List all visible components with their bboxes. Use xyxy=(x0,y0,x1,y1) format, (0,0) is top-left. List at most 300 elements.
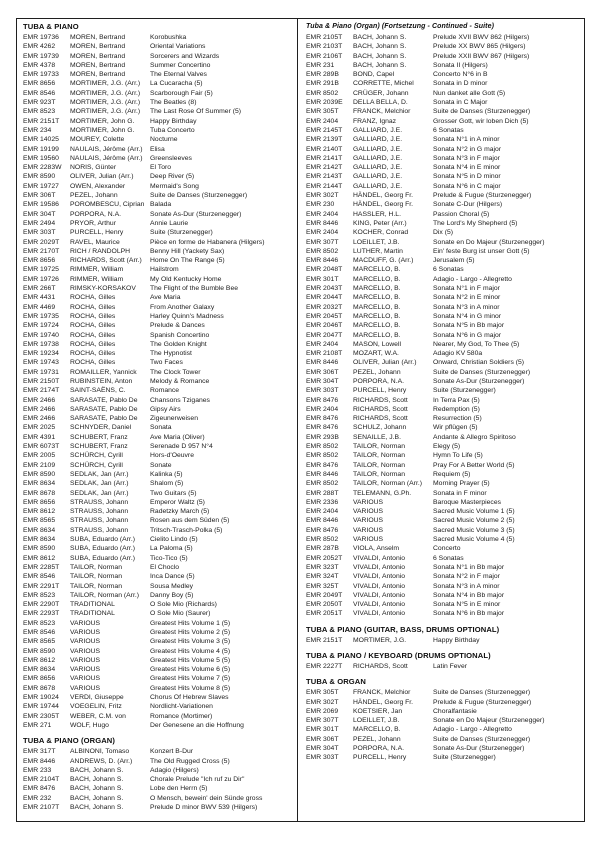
catalog-number: EMR 2283W xyxy=(23,164,62,172)
composer: BACH, Johann S. xyxy=(70,776,124,784)
composer: RAVEL, Maurice xyxy=(70,238,120,246)
composer: ROCHA, Gilles xyxy=(70,331,116,339)
title: Radetzky March (5) xyxy=(150,508,210,516)
title: Sonate As-Dur (Sturzenegger) xyxy=(433,745,525,753)
catalog-row xyxy=(306,716,582,725)
catalog-row xyxy=(306,461,582,470)
catalog-row xyxy=(23,591,295,600)
catalog-number: EMR 4378 xyxy=(23,61,56,69)
catalog-row xyxy=(23,145,295,154)
composer: SARASATE, Pablo De xyxy=(70,396,138,404)
catalog-number: EMR 8476 xyxy=(306,396,339,404)
catalog-number: EMR 291B xyxy=(306,80,339,88)
catalog-number: EMR 8446 xyxy=(23,757,56,765)
catalog-row xyxy=(23,303,295,312)
composer: SCHNYDER, Daniel xyxy=(70,424,132,432)
catalog-number: EMR 2032T xyxy=(306,303,343,311)
catalog-row xyxy=(23,200,295,209)
catalog-row xyxy=(23,61,295,70)
title: Spanish Concertino xyxy=(150,331,210,339)
title: Sonata N°3 in F major xyxy=(433,154,500,162)
title: Latin Fever xyxy=(433,663,468,670)
composer: MORTIMER, John G. xyxy=(70,117,135,125)
catalog-number: EMR 2049T xyxy=(306,591,343,599)
catalog-row xyxy=(23,451,295,460)
composer: MORTIMER, J.G. (Arr.) xyxy=(70,108,141,116)
title: Sonate As-Dur (Sturzenegger) xyxy=(150,210,242,218)
title: Grosser Gott, wir loben Dich (5) xyxy=(433,117,529,125)
catalog-number: EMR 6073T xyxy=(23,443,60,451)
catalog-row xyxy=(23,712,295,721)
catalog-row xyxy=(23,563,295,572)
composer: MOREN, Bertrand xyxy=(70,43,126,51)
catalog-number: EMR 8612 xyxy=(23,656,56,664)
catalog-number: EMR 301T xyxy=(306,275,339,283)
composer: SUBA, Eduardo (Arr.) xyxy=(70,536,135,544)
composer: MARCELLO, B. xyxy=(353,726,401,734)
composer: VIVALDI, Antonio xyxy=(353,563,406,571)
composer: VARIOUS xyxy=(70,656,101,664)
title: Sacred Music Volume 3 (5) xyxy=(433,526,515,534)
catalog-number: EMR 8565 xyxy=(23,638,56,646)
catalog-row xyxy=(23,126,295,135)
catalog-row xyxy=(306,368,582,377)
catalog-number: EMR 271 xyxy=(23,721,52,729)
catalog-row xyxy=(306,52,582,61)
catalog-number: EMR 19727 xyxy=(23,182,59,190)
title: La Cucaracha (5) xyxy=(150,80,203,88)
title: Choralfantasie xyxy=(433,707,477,715)
catalog-row xyxy=(23,331,295,340)
catalog-row xyxy=(23,498,295,507)
catalog-row xyxy=(306,358,582,367)
composer: ROCHA, Gilles xyxy=(70,359,116,367)
composer: MOZART, W.A. xyxy=(353,350,399,358)
composer: PORPORA, N.A. xyxy=(353,377,404,385)
title: Greatest Hits Volume 3 (5) xyxy=(150,638,231,646)
title: Nun danket alle Gott (5) xyxy=(433,89,506,97)
catalog-row xyxy=(23,747,295,756)
catalog-number: EMR 19743 xyxy=(23,359,59,367)
catalog-number: EMR 8446 xyxy=(306,470,339,478)
catalog-row xyxy=(23,42,295,51)
catalog-number: EMR 2143T xyxy=(306,173,343,181)
catalog-number: EMR 303T xyxy=(306,387,339,395)
composer: RICHARDS, Scott xyxy=(353,663,408,670)
catalog-number: EMR 2336 xyxy=(306,498,339,506)
title: My Old Kentucky Home xyxy=(150,275,222,283)
catalog-row xyxy=(306,89,582,98)
title: Inca Dance (5) xyxy=(150,573,195,581)
catalog-number: EMR 2105T xyxy=(306,34,343,41)
catalog-number: EMR 2043T xyxy=(306,285,343,293)
composer: GALLIARD, J.E. xyxy=(353,154,403,162)
title: El Choclo xyxy=(150,563,180,571)
composer: TAILOR, Norman xyxy=(70,563,122,571)
catalog-row xyxy=(23,526,295,535)
catalog-row xyxy=(23,803,295,812)
title: Elegy (5) xyxy=(433,443,461,451)
catalog-row xyxy=(306,498,582,507)
catalog-row xyxy=(23,794,295,803)
catalog-row xyxy=(306,396,582,405)
title: O Mensch, bewein' dein Sünde gross xyxy=(150,794,263,802)
title: El Toro xyxy=(150,164,172,172)
title: The Lord's My Shepherd (5) xyxy=(433,219,518,227)
catalog-number: EMR 8565 xyxy=(23,517,56,525)
title: Suite de Danses (Sturzenegger) xyxy=(433,735,531,743)
catalog-row xyxy=(23,609,295,618)
title: Wir pflügen (5) xyxy=(433,424,478,432)
title: Happy Birthday xyxy=(433,636,480,644)
catalog-number: EMR 2494 xyxy=(23,219,56,227)
catalog-number: EMR 19738 xyxy=(23,340,59,348)
title: Sonata N°3 in A minor xyxy=(433,582,500,590)
catalog-number: EMR 8476 xyxy=(306,424,339,432)
catalog-row xyxy=(23,656,295,665)
catalog-row xyxy=(23,89,295,98)
catalog-number: EMR 2404 xyxy=(306,340,339,348)
catalog-row xyxy=(306,744,582,753)
composer: RICHARDS, Scott xyxy=(353,415,408,423)
composer: CRÜGER, Johann xyxy=(353,89,409,97)
section-header: TUBA & ORGAN xyxy=(306,677,366,687)
title: La Paloma (5) xyxy=(150,545,193,553)
title: Prelude XVII BWV 862 (Hilgers) xyxy=(433,34,530,41)
title: Sonata N°5 in E minor xyxy=(433,601,501,609)
catalog-row xyxy=(23,219,295,228)
composer: SCHULZ, Johann xyxy=(353,424,407,432)
catalog-number: EMR 2404 xyxy=(306,117,339,125)
catalog-row xyxy=(306,70,582,79)
catalog-number: EMR 2290T xyxy=(23,601,60,609)
catalog-number: EMR 2285T xyxy=(23,563,60,571)
title: 6 Sonatas xyxy=(433,126,464,134)
composer: BACH, Johann S. xyxy=(353,43,407,51)
title: The Eternal Valves xyxy=(150,71,207,79)
catalog-row xyxy=(23,247,295,256)
catalog-number: EMR 234 xyxy=(23,126,52,134)
catalog-number: EMR 8476 xyxy=(306,526,339,534)
catalog-number: EMR 8634 xyxy=(23,480,56,488)
title: Nocturne xyxy=(150,136,178,144)
catalog-number: EMR 306T xyxy=(306,368,339,376)
catalog-row xyxy=(23,674,295,683)
title: Elisa xyxy=(150,145,165,153)
title: Sonate As-Dur (Sturzenegger) xyxy=(433,377,525,385)
catalog-row xyxy=(306,200,582,209)
composer: VARIOUS xyxy=(353,517,384,525)
catalog-row xyxy=(306,753,582,762)
composer: RIMSKY-KORSAKOV xyxy=(70,285,136,293)
composer: PORPORA, N.A. xyxy=(353,745,404,753)
composer: ROCHA, Gilles xyxy=(70,340,116,348)
catalog-row xyxy=(306,117,582,126)
title: Balada xyxy=(150,201,172,209)
catalog-number: EMR 8612 xyxy=(23,508,56,516)
title: Sonata II (Hilgers) xyxy=(433,61,488,69)
composer: FRANZ, Ignaz xyxy=(353,117,397,125)
title: Greatest Hits Volume 8 (5) xyxy=(150,684,231,692)
title: Sacred Music Volume 2 (5) xyxy=(433,517,515,525)
title: Sorcerers and Wizards xyxy=(150,52,220,60)
title: Sonate en Do Majeur (Sturzenegger) xyxy=(433,238,545,246)
title: Nearer, My God, To Thee (5) xyxy=(433,340,520,348)
title: Prelude XX BWV 865 (Hilgers) xyxy=(433,43,526,51)
composer: MOREN, Bertrand xyxy=(70,52,126,60)
catalog-number: EMR 8502 xyxy=(306,247,339,255)
catalog-row xyxy=(306,303,582,312)
catalog-number: EMR 8590 xyxy=(23,470,56,478)
composer: ALBINONI, Tomaso xyxy=(70,748,130,756)
catalog-number: EMR 2466 xyxy=(23,396,56,404)
catalog-number: EMR 303T xyxy=(23,229,56,237)
composer: VARIOUS xyxy=(70,684,101,692)
catalog-number: EMR 8590 xyxy=(23,173,56,181)
catalog-number: EMR 19024 xyxy=(23,694,59,702)
catalog-row xyxy=(306,507,582,516)
catalog-row xyxy=(23,766,295,775)
title: Der Genesene an die Hoffnung xyxy=(150,721,244,729)
catalog-number: EMR 8502 xyxy=(306,452,339,460)
catalog-number: EMR 8476 xyxy=(23,785,56,793)
catalog-number: EMR 8446 xyxy=(306,219,339,227)
catalog-number: EMR 8502 xyxy=(306,480,339,488)
catalog-number: EMR 8546 xyxy=(23,573,56,581)
catalog-number: EMR 8446 xyxy=(306,257,339,265)
composer: TELEMANN, G.Ph. xyxy=(353,489,412,497)
title: The Last Rose Of Summer (5) xyxy=(150,108,242,116)
catalog-row xyxy=(306,349,582,358)
catalog-number: EMR 4391 xyxy=(23,433,56,441)
composer: STRAUSS, Johann xyxy=(70,517,129,525)
catalog-row xyxy=(23,600,295,609)
title: Sonate C-Dur (Hilgers) xyxy=(433,201,503,209)
title: Chorus Of Hebrew Slaves xyxy=(150,694,229,702)
catalog-number: EMR 19733 xyxy=(23,71,59,79)
composer: MARCELLO, B. xyxy=(353,312,401,320)
catalog-row xyxy=(306,433,582,442)
title: Jerusalem (5) xyxy=(433,257,475,265)
catalog-number: EMR 2404 xyxy=(306,229,339,237)
catalog-number: EMR 305T xyxy=(306,108,339,116)
catalog-number: EMR 2039E xyxy=(306,99,343,107)
title: Mermaid's Song xyxy=(150,182,199,190)
catalog-row xyxy=(306,331,582,340)
catalog-row xyxy=(23,284,295,293)
title: Suite de Danses (Sturzenegger) xyxy=(150,192,248,200)
catalog-row xyxy=(23,414,295,423)
composer: HASSLER, H.L. xyxy=(353,210,401,218)
catalog-number: EMR 19586 xyxy=(23,201,59,209)
title: Sonate en Do Majeur (Sturzenegger) xyxy=(433,717,545,725)
composer: BACH, Johann S. xyxy=(70,794,124,802)
composer: NAULAIS, Jérôme (Arr.) xyxy=(70,154,143,162)
composer: VIVALDI, Antonio xyxy=(353,554,406,562)
title: Zigeunerweisen xyxy=(150,415,198,423)
composer: TAILOR, Norman xyxy=(353,443,405,451)
catalog-row xyxy=(23,489,295,498)
composer: HÄNDEL, Georg Fr. xyxy=(353,192,414,200)
catalog-row xyxy=(306,572,582,581)
title: Passion Choral (5) xyxy=(433,210,490,218)
composer: SUBA, Eduardo (Arr.) xyxy=(70,545,135,553)
composer: MARCELLO, B. xyxy=(353,294,401,302)
title: Sacred Music Volume 4 (5) xyxy=(433,536,515,544)
catalog-row xyxy=(306,275,582,284)
left-column xyxy=(17,19,297,821)
composer: MORTIMER, J.G. (Arr.) xyxy=(70,80,141,88)
catalog-number: EMR 8634 xyxy=(23,536,56,544)
title: Requiem (5) xyxy=(433,470,471,478)
catalog-row xyxy=(23,405,295,414)
composer: SCHÜRCH, Cyrill xyxy=(70,452,123,460)
catalog-row xyxy=(306,172,582,181)
title: Hors-d'Oeuvre xyxy=(150,452,194,460)
catalog-number: EMR 2139T xyxy=(306,136,343,144)
catalog-row xyxy=(306,735,582,744)
composer: SUBA, Eduardo (Arr.) xyxy=(70,554,135,562)
catalog-row xyxy=(23,33,295,42)
catalog-row xyxy=(306,135,582,144)
composer: SCHUBERT, Franz xyxy=(70,433,128,441)
title: Tuba Concerto xyxy=(150,126,195,134)
catalog-number: EMR 19560 xyxy=(23,154,59,162)
catalog-row xyxy=(23,172,295,181)
title: Prelude XXII BWV 867 (Hilgers) xyxy=(433,52,530,60)
title: Annie Laurie xyxy=(150,219,189,227)
catalog-number: EMR 2051T xyxy=(306,610,343,618)
catalog-row xyxy=(306,442,582,451)
catalog-row xyxy=(306,609,582,618)
composer: BACH, Johann S. xyxy=(70,766,124,774)
title: Sonata N°5 in Bb major xyxy=(433,322,505,330)
title: Sonata N°6 in C major xyxy=(433,182,501,190)
catalog-number: EMR 304T xyxy=(306,745,339,753)
composer: OLIVER, Julian (Arr.) xyxy=(70,173,134,181)
title: Greatest Hits Volume 4 (5) xyxy=(150,647,231,655)
title: Deep River (5) xyxy=(150,173,195,181)
catalog-number: EMR 8590 xyxy=(23,647,56,655)
catalog-row xyxy=(23,117,295,126)
title: Sonata xyxy=(150,424,172,432)
catalog-row xyxy=(306,451,582,460)
composer: RICHARDS, Scott xyxy=(353,396,408,404)
catalog-row xyxy=(306,312,582,321)
title: Prelude & Fugue (Sturzenegger) xyxy=(433,698,532,706)
catalog-row xyxy=(23,693,295,702)
catalog-row xyxy=(23,191,295,200)
title: Sonata N°2 in F major xyxy=(433,573,500,581)
catalog-row xyxy=(23,107,295,116)
composer: TAILOR, Norman (Arr.) xyxy=(70,591,139,599)
catalog-row xyxy=(23,182,295,191)
title: Ein' feste Burg ist unser Gott (5) xyxy=(433,247,530,255)
catalog-number: EMR 232 xyxy=(23,794,52,802)
catalog-number: EMR 8678 xyxy=(23,684,56,692)
composer: ROMAILLER, Yannick xyxy=(70,368,137,376)
title: Baroque Masterpieces xyxy=(433,498,502,506)
catalog-number: EMR 324T xyxy=(306,573,339,581)
catalog-number: EMR 19726 xyxy=(23,275,59,283)
catalog-number: EMR 8634 xyxy=(23,666,56,674)
title: Melody & Romance xyxy=(150,377,210,385)
composer: MOREN, Bertrand xyxy=(70,71,126,79)
composer: NAULAIS, Jérôme (Arr.) xyxy=(70,145,143,153)
catalog-row xyxy=(23,582,295,591)
composer: GALLIARD, J.E. xyxy=(353,126,403,134)
title: In Terra Pax (5) xyxy=(433,396,480,404)
title: Sonata N°3 in A minor xyxy=(433,303,500,311)
title: Adagio - Largo - Allegretto xyxy=(433,275,512,283)
title: Chorale Prelude "Ich ruf zu Dir" xyxy=(150,776,245,784)
catalog-row xyxy=(23,470,295,479)
catalog-row xyxy=(23,386,295,395)
composer: MARCELLO, B. xyxy=(353,285,401,293)
composer: FRANCK, Melchior xyxy=(353,108,411,116)
catalog-number: EMR 8476 xyxy=(306,461,339,469)
catalog-number: EMR 4431 xyxy=(23,294,56,302)
composer: TRADITIONAL xyxy=(70,601,115,609)
catalog-number: EMR 2291T xyxy=(23,582,60,590)
title: Tritsch-Trasch-Polka (5) xyxy=(150,526,223,534)
composer: BACH, Johann S. xyxy=(70,785,124,793)
title: Sacred Music Volume 1 (5) xyxy=(433,508,515,516)
composer: MACDUFF, G. (Arr.) xyxy=(353,257,414,265)
catalog-row xyxy=(306,662,582,671)
catalog-number: EMR 2293T xyxy=(23,610,60,618)
catalog-row xyxy=(306,107,582,116)
catalog-number: EMR 8678 xyxy=(23,489,56,497)
title: Adagio - Largo - Allegretto xyxy=(433,726,512,734)
title: The Clock Tower xyxy=(150,368,201,376)
catalog-row xyxy=(306,210,582,219)
catalog-number: EMR 323T xyxy=(306,563,339,571)
catalog-number: EMR 317T xyxy=(23,748,56,756)
title: Sonata N°2 in G major xyxy=(433,145,502,153)
composer: VARIOUS xyxy=(353,508,384,516)
catalog-row xyxy=(306,182,582,191)
title: Onward, Christian Soldiers (5) xyxy=(433,359,525,367)
composer: SEDLAK, Jan (Arr.) xyxy=(70,489,129,497)
catalog-row xyxy=(23,358,295,367)
catalog-row xyxy=(23,377,295,386)
composer: BACH, Johann S. xyxy=(70,804,124,812)
composer: STRAUSS, Johann xyxy=(70,498,129,506)
title: Ave Maria xyxy=(150,294,181,302)
title: Home On The Range (5) xyxy=(150,257,225,265)
catalog-number: EMR 2069 xyxy=(306,707,339,715)
catalog-row xyxy=(23,684,295,693)
catalog-row xyxy=(306,163,582,172)
catalog-row xyxy=(23,163,295,172)
catalog-number: EMR 8546 xyxy=(23,629,56,636)
title: Romance xyxy=(150,387,180,395)
composer: VARIOUS xyxy=(353,498,384,506)
title: Rosen aus dem Süden (5) xyxy=(150,517,230,525)
catalog-number: EMR 293B xyxy=(306,433,339,441)
title: Prelude & Fugue (Sturzenegger) xyxy=(433,192,532,200)
composer: VIVALDI, Antonio xyxy=(353,601,406,609)
catalog-number: EMR 8523 xyxy=(23,108,56,116)
title: Hailstrom xyxy=(150,266,179,274)
catalog-number: EMR 8446 xyxy=(306,359,339,367)
composer: MARCELLO, B. xyxy=(353,266,401,274)
composer: WOLF, Hugo xyxy=(70,721,109,729)
catalog-row xyxy=(306,256,582,265)
title: Greatest Hits Volume 1 (5) xyxy=(150,619,231,627)
composer: NORIS, Günter xyxy=(70,164,117,172)
